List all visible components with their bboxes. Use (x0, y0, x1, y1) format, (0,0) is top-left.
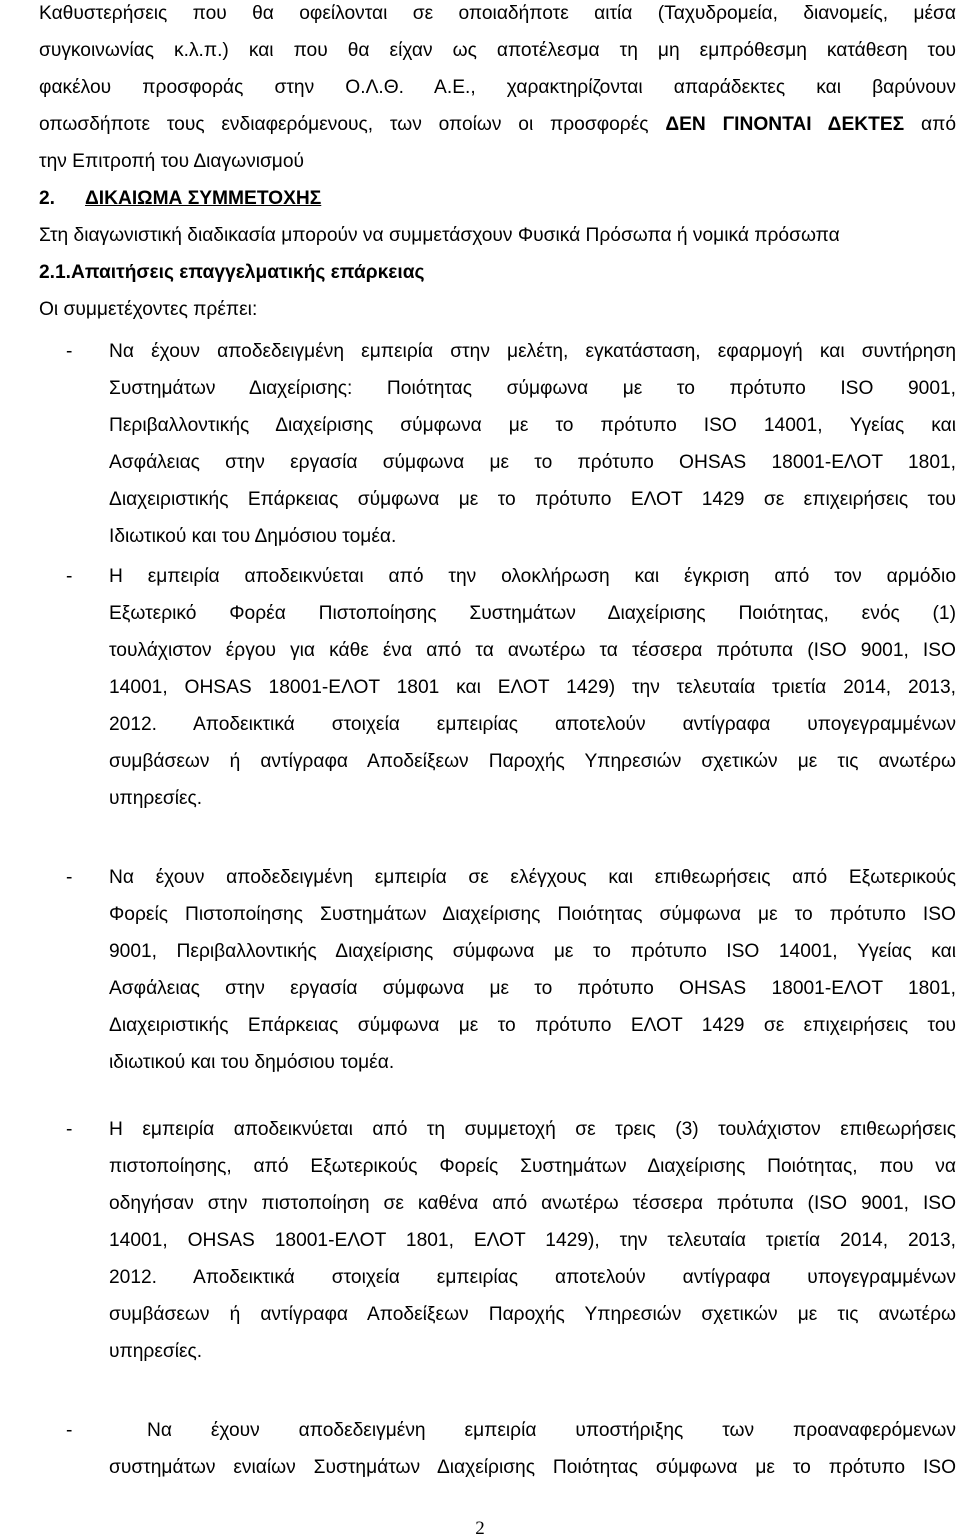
intro-line-4 (39, 114, 956, 136)
bullet-4-line-4: 14001, OHSAS 18001-ΕΛΟΤ 1801, ΕΛΟΤ 1429), την τελευταία τριετία 2014, 2013, (109, 1230, 956, 1251)
section-2-1-title (39, 262, 956, 284)
bullet-5-line-2: συστημάτων ενιαίων Συστημάτων Διαχείρισης Ποιότητας σύμφωνα με το πρότυπο ISO (109, 1457, 956, 1478)
intro-line-2: συγκοινωνίας κ.λ.π.) και που θα είχαν ως αποτέλεσμα τη μη εμπρόθεσμη κατάθεση του (39, 40, 956, 61)
bullet-2-line-3: τουλάχιστον έργου για κάθε ένα από τα ανωτέρω τα τέσσερα πρότυπα (ISO 9001, ISO (109, 640, 956, 661)
bullet-3-line-1: Να έχουν αποδεδειγμένη εμπειρία σε ελέγχους και επιθεωρήσεις από Εξωτερικούς (109, 867, 956, 888)
section-2-heading (39, 188, 956, 210)
intro-line-1: Καθυστερήσεις που θα οφείλονται σε οποιαδήποτε αιτία (Ταχυδρομεία, διανομείς, μέσα (39, 3, 956, 24)
bullet-4-line-7: υπηρεσίες. (109, 1341, 203, 1362)
bullet-1-line-3: Περιβαλλοντικής Διαχείρισης σύμφωνα με το πρότυπο ISO 14001, Υγείας και (109, 415, 956, 436)
bullet-4-line-6: συμβάσεων ή αντίγραφα Αποδείξεων Παροχής Υπηρεσιών σχετικών με τις ανωτέρω (109, 1304, 956, 1325)
section-2-1-lead: Οι συμμετέχοντες πρέπει: (39, 299, 258, 320)
section-2-1-title-text: 2.1.Απαιτήσεις επαγγελματικής επάρκειας (39, 262, 425, 283)
bullet-5-line-1: Να έχουν αποδεδειγμένη εμπειρία υποστήριξης των προαναφερόμενων (147, 1420, 956, 1441)
section-2-title: ΔΙΚΑΙΩΜΑ ΣΥΜΜΕΤΟΧΗΣ (85, 188, 322, 209)
bullet-4-line-5: 2012. Αποδεικτικά στοιχεία εμπειρίας αποτελούν αντίγραφα υπογεγραμμένων (109, 1267, 956, 1288)
bullet-4-line-1: Η εμπειρία αποδεικνύεται από τη συμμετοχή σε τρεις (3) τουλάχιστον επιθεωρήσεις (109, 1119, 956, 1140)
intro-line-4-text: οπωσδήποτε τους ενδιαφερόμενους, των οποίων οι προσφορές (39, 114, 666, 135)
bullet-3-line-3: 9001, Περιβαλλοντικής Διαχείρισης σύμφωνα με το πρότυπο ISO 14001, Υγείας και (109, 941, 956, 962)
bullet-3-line-4: Ασφάλειας στην εργασία σύμφωνα με το πρότυπο OHSAS 18001-ΕΛΟΤ 1801, (109, 978, 956, 999)
bullet-2-line-6: συμβάσεων ή αντίγραφα Αποδείξεων Παροχής Υπηρεσιών σχετικών με τις ανωτέρω (109, 751, 956, 772)
section-2-number: 2. (39, 188, 56, 209)
bullet-2-line-4: 14001, OHSAS 18001-ΕΛΟΤ 1801 και ΕΛΟΤ 1429) την τελευταία τριετία 2014, 2013, (109, 677, 956, 698)
bullet-1-line-6: Ιδιωτικού και του Δημόσιου τομέα. (109, 526, 397, 547)
intro-line-4-end: από (904, 114, 956, 135)
bullet-2-line-7: υπηρεσίες. (109, 788, 203, 809)
bullet-4-line-2: πιστοποίησης, από Εξωτερικούς Φορείς Συστημάτων Διαχείρισης Ποιότητας, που να (109, 1156, 956, 1177)
rejected-emphasis: ΔΕΝ ΓΙΝΟΝΤΑΙ ΔΕΚΤΕΣ (665, 114, 905, 135)
section-2-text: Στη διαγωνιστική διαδικασία μπορούν να συμμετάσχουν Φυσικά Πρόσωπα ή νομικά πρόσωπα (39, 225, 840, 246)
bullet-3-line-2: Φορείς Πιστοποίησης Συστημάτων Διαχείρισης Ποιότητας σύμφωνα με το πρότυπο ISO (109, 904, 956, 925)
bullet-2-line-5: 2012. Αποδεικτικά στοιχεία εμπειρίας αποτελούν αντίγραφα υπογεγραμμένων (109, 714, 956, 735)
bullet-1-line-2: Συστημάτων Διαχείρισης: Ποιότητας σύμφωνα με το πρότυπο ISO 9001, (109, 378, 956, 399)
page-number: 2 (475, 1518, 485, 1539)
bullet-dash: - (66, 566, 73, 587)
bullet-dash: - (66, 341, 73, 362)
bullet-1-line-5: Διαχειριστικής Επάρκειας σύμφωνα με το πρότυπο ΕΛΟΤ 1429 σε επιχειρήσεις του (109, 489, 956, 510)
bullet-3-line-6: ιδιωτικού και του δημόσιου τομέα. (109, 1052, 395, 1073)
intro-line-3: φακέλου προσφοράς στην Ο.Λ.Θ. Α.Ε., χαρακτηρίζονται απαράδεκτες και βαρύνουν (39, 77, 956, 98)
bullet-3-line-5: Διαχειριστικής Επάρκειας σύμφωνα με το πρότυπο ΕΛΟΤ 1429 σε επιχειρήσεις του (109, 1015, 956, 1036)
bullet-4-line-3: οδηγήσαν στην πιστοποίηση σε καθένα από ανωτέρω τέσσερα πρότυπα (ISO 9001, ISO (109, 1193, 956, 1214)
bullet-2-line-1: Η εμπειρία αποδεικνύεται από την ολοκλήρωση και έγκριση από τον αρμόδιο (109, 566, 956, 587)
bullet-dash: - (66, 1420, 73, 1441)
bullet-1-line-1: Να έχουν αποδεδειγμένη εμπειρία στην μελέτη, εγκατάσταση, εφαρμογή και συντήρηση (109, 341, 956, 362)
bullet-2-line-2: Εξωτερικό Φορέα Πιστοποίησης Συστημάτων Διαχείρισης Ποιότητας, ενός (1) (109, 603, 956, 624)
bullet-1-line-4: Ασφάλειας στην εργασία σύμφωνα με το πρότυπο OHSAS 18001-ΕΛΟΤ 1801, (109, 452, 956, 473)
bullet-dash: - (66, 867, 73, 888)
intro-line-5: την Επιτροπή του Διαγωνισμού (39, 151, 305, 172)
bullet-dash: - (66, 1119, 73, 1140)
